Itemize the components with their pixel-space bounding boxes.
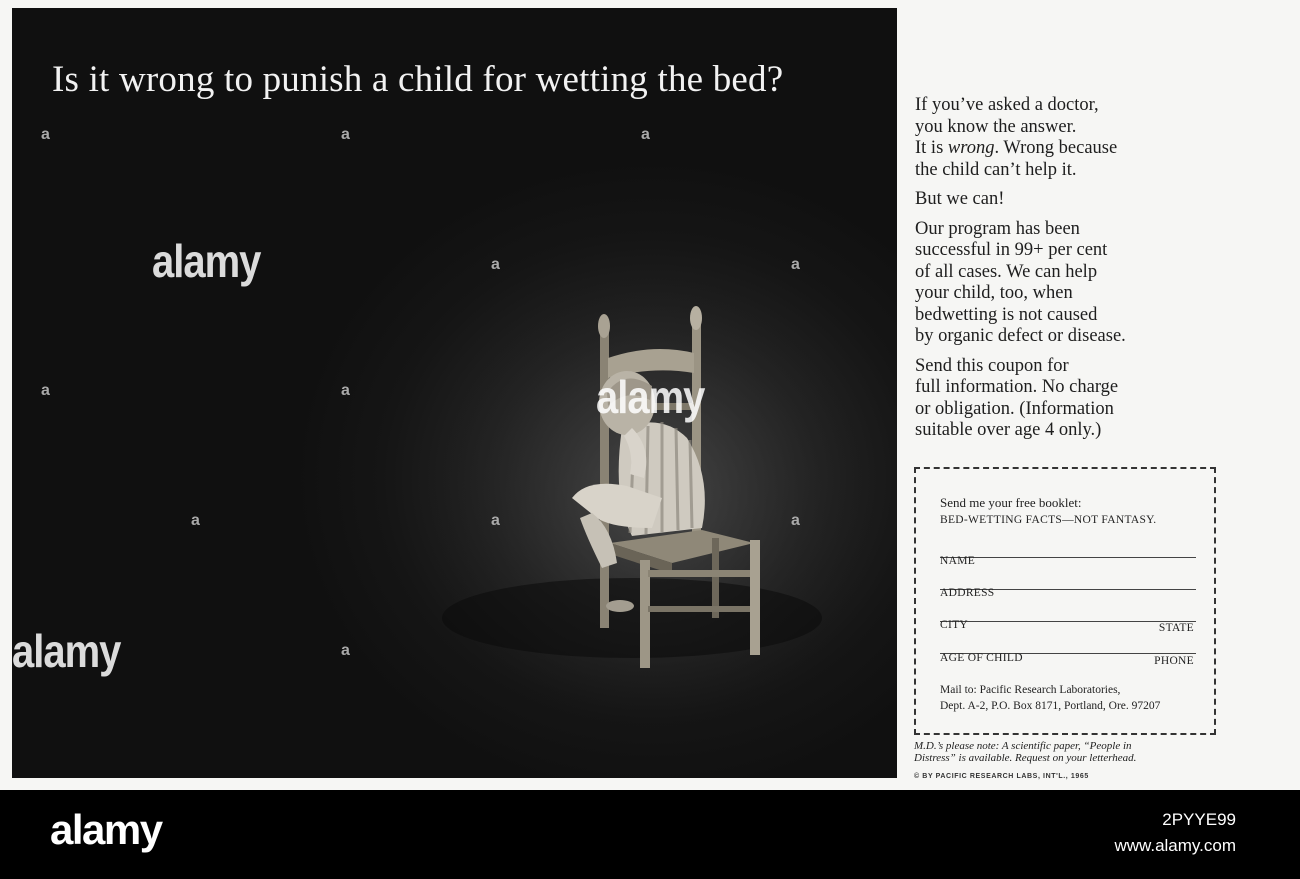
body-line: by organic defect or disease. xyxy=(915,326,1126,346)
mailing-address-line: Dept. A-2, P.O. Box 8171, Portland, Ore. 97207 xyxy=(940,700,1161,712)
child-on-chair-illustration xyxy=(12,8,897,778)
watermark-footer-bar xyxy=(0,790,1300,879)
ad-photograph xyxy=(12,8,897,778)
body-line: full information. No charge xyxy=(915,377,1119,397)
watermark-logo: alamy xyxy=(152,236,261,288)
md-note-line: M.D.’s please note: A scientific paper, “People in xyxy=(914,740,1132,752)
body-paragraph-4 xyxy=(915,356,1205,442)
md-note xyxy=(914,740,1214,764)
watermark-mark: a xyxy=(41,382,50,399)
body-paragraph-1 xyxy=(915,95,1205,181)
booklet-title: BED-WETTING FACTS—NOT FANTASY. xyxy=(940,514,1157,526)
body-line: or obligation. (Information xyxy=(915,398,1114,419)
watermark-mark: a xyxy=(791,512,800,529)
watermark-mark: a xyxy=(791,256,800,273)
body-line: It is xyxy=(915,138,948,158)
watermark-mark: a xyxy=(641,126,650,143)
age-of-child-label: AGE OF CHILD xyxy=(940,652,1023,664)
ad-body-copy xyxy=(915,95,1205,450)
body-line: of all cases. We can help xyxy=(915,261,1098,282)
image-id-text: 2PYYE99 xyxy=(1162,810,1236,829)
name-field[interactable] xyxy=(940,557,1196,558)
watermark-mark: a xyxy=(491,256,500,273)
address-label: ADDRESS xyxy=(940,587,995,599)
body-paragraph-3 xyxy=(915,219,1205,348)
body-line: your child, too, when xyxy=(915,283,1073,303)
watermark-footer-logo: alamy xyxy=(50,806,162,853)
city-state-field[interactable] xyxy=(940,621,1196,622)
ad-headline: Is it wrong to punish a child for wetting the bed? xyxy=(52,59,784,100)
coupon-intro xyxy=(940,495,1156,528)
body-line: you know the answer. xyxy=(915,116,1077,137)
body-line: bedwetting is not caused xyxy=(915,304,1098,325)
body-line: . Wrong because xyxy=(994,138,1118,158)
body-line: Send this coupon for xyxy=(915,355,1069,376)
body-line: successful in 99+ per cent xyxy=(915,240,1108,260)
watermark-mark: a xyxy=(341,382,350,399)
mailing-address xyxy=(940,682,1160,714)
watermark-mark: a xyxy=(191,512,200,529)
name-label: NAME xyxy=(940,555,976,567)
body-line: suitable over age 4 only.) xyxy=(915,420,1102,440)
body-line: Our program has been xyxy=(915,218,1080,239)
coupon-intro-text: Send me your free booklet: xyxy=(940,495,1082,510)
body-paragraph-2: But we can! xyxy=(915,189,1005,209)
watermark-mark: a xyxy=(341,126,350,143)
body-line: If you’ve asked a doctor, xyxy=(915,95,1099,115)
watermark-mark: a xyxy=(41,126,50,143)
watermark-mark: a xyxy=(491,512,500,529)
watermark-mark: a xyxy=(341,642,350,659)
emphasis-wrong: wrong xyxy=(947,138,995,158)
copyright-notice: © BY PACIFIC RESEARCH LABS, INT'L., 1965 xyxy=(914,773,1089,780)
watermark-logo: alamy xyxy=(596,372,705,424)
state-label: STATE xyxy=(1158,622,1194,634)
mailing-address-line: Mail to: Pacific Research Laboratories, xyxy=(940,684,1121,696)
site-url-text: www.alamy.com xyxy=(1114,836,1236,855)
watermark-logo: alamy xyxy=(12,626,121,678)
city-label: CITY xyxy=(940,619,969,631)
phone-label: PHONE xyxy=(1154,655,1194,667)
mail-in-coupon xyxy=(914,467,1216,735)
md-note-line: Distress” is available. Request on your letterhead. xyxy=(914,752,1137,764)
body-line: the child can’t help it. xyxy=(915,159,1077,180)
